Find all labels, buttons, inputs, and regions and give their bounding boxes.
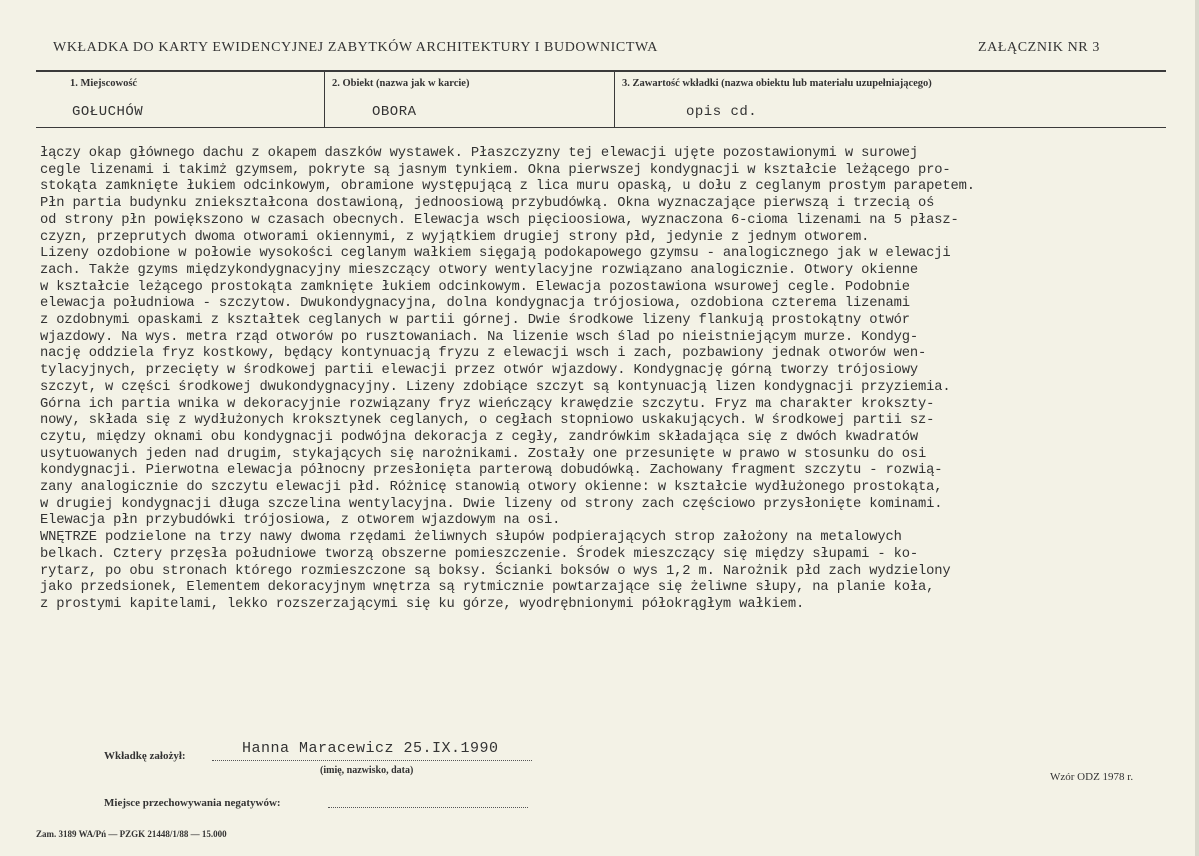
description-line: nowy, składa się z wydłużonych kroksztynek ceglanych, o cegłach stopniowo uskakujących. W środkowej partii sz- bbox=[40, 413, 935, 429]
description-line: Lizeny ozdobione w połowie wysokości ceglanym wałkiem sięgają podokapowego gzymsu - analogicznego jak w elewacji bbox=[40, 246, 951, 262]
description-line: Elewacja płn przybudówki trójosiowa, z otworem wjazdowym na osi. bbox=[40, 513, 561, 529]
description-line: nację oddziela fryz kostkowy, będący kontynuacją fryzu z elewacji wsch i zach, pozbawiony jednak otworów wen- bbox=[40, 346, 927, 362]
form-title: WKŁADKA DO KARTY EWIDENCYJNEJ ZABYTKÓW ARCHITEKTURY I BUDOWNICTWA bbox=[53, 40, 658, 55]
description-text bbox=[40, 146, 1190, 614]
page-edge bbox=[1195, 0, 1199, 856]
description-line: WNĘTRZE podzielone na trzy nawy dwoma rzędami żeliwnych słupów podpierających strop założony na metalowych bbox=[40, 530, 902, 546]
description-line: zach. Także gzyms międzykondygnacyjny mieszczący otwory wentylacyjne rozwiązano analogicznie. Otwory okienne bbox=[40, 262, 918, 278]
content-value: opis cd. bbox=[686, 104, 758, 120]
description-line: tylacyjnych, przecięty w środkowej partii elewacji przez otwór wjazdowy. Kondygnację górną tworzy trójosiowy bbox=[40, 363, 918, 379]
description-line: cegle lizenami i takimż gzymsem, pokryte są jasnym tynkiem. Okna pierwszej kondygnacji w kształcie leżącego pro- bbox=[40, 162, 951, 178]
annex-number: ZAŁĄCZNIK NR 3 bbox=[978, 40, 1100, 55]
print-info: Zam. 3189 WA/Pń — PZGK 21448/1/88 — 15.000 bbox=[36, 829, 227, 839]
object-label: 2. Obiekt (nazwa jak w karcie) bbox=[332, 78, 470, 89]
object-value: OBORA bbox=[372, 104, 417, 120]
description-line: wjazdowy. Na wys. metra rząd otworów po rusztowaniach. Na lizenie wsch ślad po nieistniejącym murze. Kondyg- bbox=[40, 329, 918, 345]
header-rule-top bbox=[36, 70, 1166, 72]
description-line: łączy okap głównego dachu z okapem daszków wystawek. Płaszczyzny tej elewacji ujęte pozostawionymi w surowej bbox=[40, 146, 918, 161]
description-line: jako przedsionek, Elementem dekoracyjnym wnętrza są rytmicznie powtarzające się żeliwne słupy, na planie koła, bbox=[40, 580, 935, 596]
description-line: usytuowanych jeden nad drugim, stykających się narożnikami. Zostały one przesunięte w prawo w stosunku do osi bbox=[40, 446, 927, 462]
description-line: rytarz, po obu stronach którego rozmieszczone są boksy. Ścianki boksów o wys 1,2 m. Narożnik płd zach wydzielony bbox=[40, 563, 951, 579]
description-line: od strony płn powiększono w czasach obecnych. Elewacja wsch pięcioosiowa, wyznaczona 6-cioma lizenami na 5 płasz- bbox=[40, 212, 959, 228]
field-divider-1 bbox=[324, 72, 325, 127]
description-line: Górna ich partia wnika w dekoracyjnie rozwiązany fryz wieńczący krawędzie szczytu. Fryz ma charakter krokszty- bbox=[40, 396, 935, 412]
negatives-line bbox=[328, 807, 528, 808]
description-line: w kształcie leżącego prostokąta zamknięte łukiem odcinkowym. Elewacja pozostawiona wsurowej cegle. Podobnie bbox=[40, 279, 910, 295]
description-line: kondygnacji. Pierwotna elewacja północny przesłonięta parterową dobudówką. Zachowany fragment szczytu - rozwią- bbox=[40, 463, 943, 479]
description-line: czytu, między oknami obu kondygnacji podwójna dekoracja z cegły, zandrówkim składająca się z dwóch kwadratów bbox=[40, 429, 918, 445]
description-line: Płn partia budynku zniekształcona dostawioną, jednoosiową przybudówką. Okna wyznaczające pierwszą i trzecią oś bbox=[40, 196, 935, 212]
description-line: elewacja południowa - szczytow. Dwukondygnacyjna, dolna kondygnacja trójosiowa, ozdobiona czterema lizenami bbox=[40, 296, 910, 312]
description-line: szczyt, w części środkowej dwukondygnacyjny. Lizeny zdobiące szczyt są kontynuacją lizen kondygnacji przyziemia. bbox=[40, 379, 951, 395]
field-divider-2 bbox=[614, 72, 615, 127]
location-value: GOŁUCHÓW bbox=[72, 104, 144, 120]
description-line: z prostymi kapitelami, lekko rozszerzającymi się ku górze, wyodrębnionymi półokrągłym wałkiem. bbox=[40, 596, 805, 612]
prepared-by-line bbox=[212, 760, 532, 761]
prepared-by-hint: (imię, nazwisko, data) bbox=[320, 765, 414, 776]
header-rule-bottom bbox=[36, 127, 1166, 128]
description-line: zany analogicznie do szczytu elewacji płd. Różnicę stanowią otwory okienne: w kształcie wydłużonego prostokąta, bbox=[40, 480, 943, 496]
description-line: z ozdobnymi opaskami z kształtek ceglanych w partii górnej. Dwie środkowe lizeny flankują prostokątny otwór bbox=[40, 313, 910, 329]
template-version: Wzór ODZ 1978 r. bbox=[1050, 771, 1134, 783]
prepared-by-label: Wkładkę założył: bbox=[104, 750, 186, 762]
location-label: 1. Miejscowość bbox=[70, 78, 138, 89]
description-line: w drugiej kondygnacji długa szczelina wentylacyjna. Dwie lizeny od strony zach częściowo przysłonięte kominami. bbox=[40, 496, 943, 512]
content-label: 3. Zawartość wkładki (nazwa obiektu lub materiału uzupełniającego) bbox=[622, 78, 932, 89]
description-line: belkach. Cztery przęsła południowe tworzą obszerne pomieszczenie. Środek mieszczący się między słupami - ko- bbox=[40, 546, 918, 562]
description-line: stokąta zamknięte łukiem odcinkowym, obramione występującą z lica muru opaską, u dołu z ceglanym prostym parapetem. bbox=[40, 179, 975, 195]
negatives-label: Miejsce przechowywania negatywów: bbox=[104, 797, 281, 809]
prepared-by-value: Hanna Maracewicz 25.IX.1990 bbox=[242, 740, 499, 757]
description-line: czyzn, przeprutych dwoma otworami okiennymi, z wyjątkiem drugiej strony płd, jedynie z jednym otworem. bbox=[40, 229, 870, 245]
